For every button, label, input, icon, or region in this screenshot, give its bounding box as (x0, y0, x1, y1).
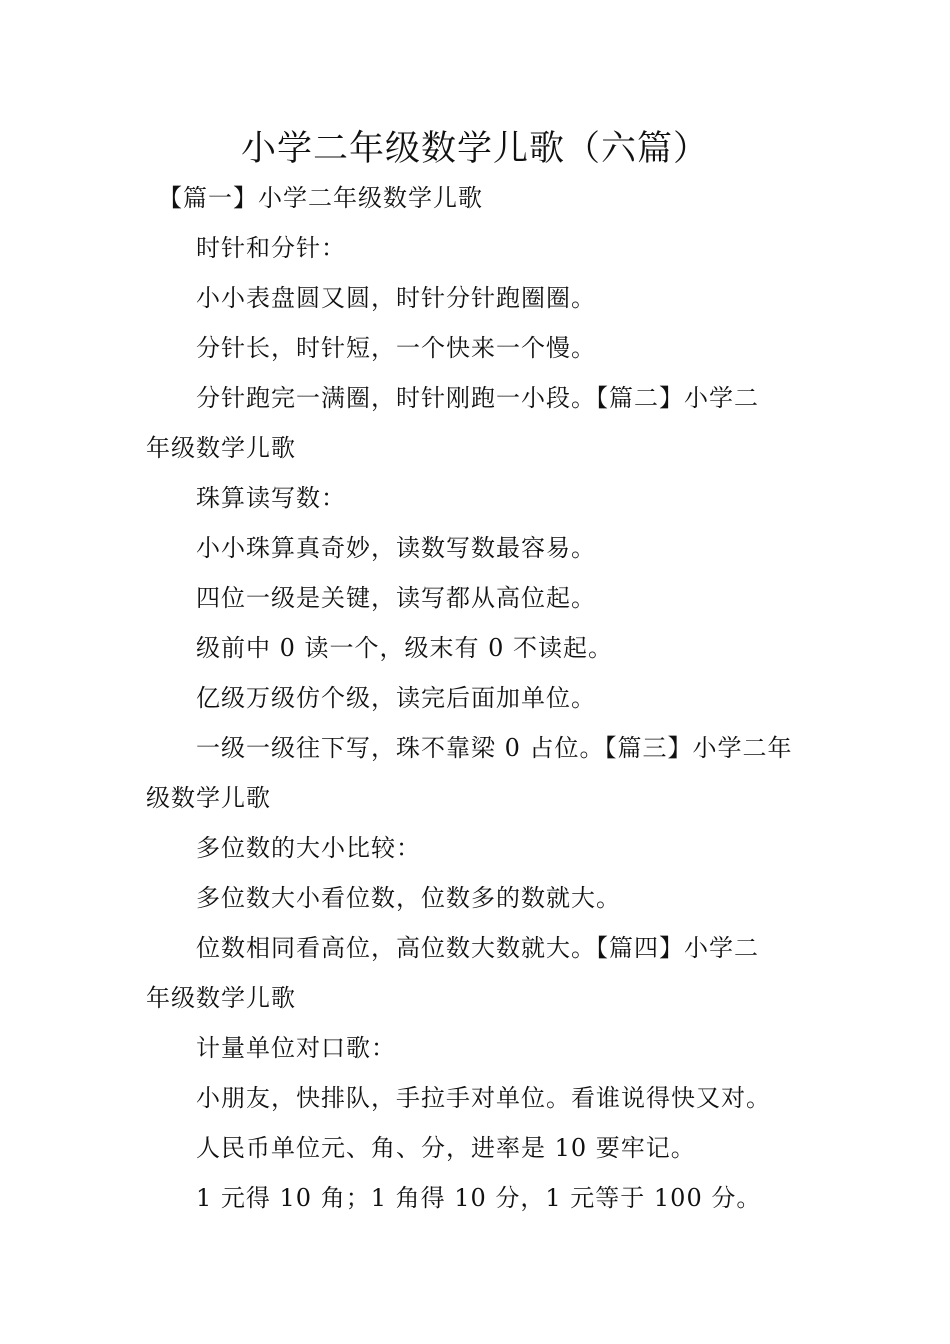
paragraph-line: 年级数学儿歌 (146, 434, 296, 462)
paragraph-line: 一级一级往下写，珠不靠梁 0 占位。【篇三】小学二年 (196, 734, 793, 762)
paragraph-line: 级数学儿歌 (146, 784, 271, 812)
paragraph-line: 1 元得 10 角；1 角得 10 分，1 元等于 100 分。 (196, 1184, 762, 1212)
paragraph-line: 分针跑完一满圈，时针刚跑一小段。【篇二】小学二 (196, 384, 759, 412)
paragraph-line: 级前中 0 读一个，级末有 0 不读起。 (196, 634, 614, 662)
paragraph-line: 人民币单位元、角、分，进率是 10 要牢记。 (196, 1134, 696, 1162)
document-title: 小学二年级数学儿歌（六篇） (240, 129, 709, 169)
paragraph-line: 位数相同看高位，高位数大数就大。【篇四】小学二 (196, 934, 759, 962)
paragraph-line: 小小珠算真奇妙，读数写数最容易。 (196, 534, 596, 562)
paragraph-line: 四位一级是关键，读写都从高位起。 (196, 584, 596, 612)
paragraph-line: 亿级万级仿个级，读完后面加单位。 (196, 684, 596, 712)
paragraph-line: 小小表盘圆又圆，时针分针跑圈圈。 (196, 284, 596, 312)
paragraph-line: 计量单位对口歌： (196, 1034, 396, 1062)
paragraph-line: 多位数大小看位数，位数多的数就大。 (196, 884, 621, 912)
paragraph-line: 分针长，时针短，一个快来一个慢。 (196, 334, 596, 362)
paragraph-line: 多位数的大小比较： (196, 834, 421, 862)
section-heading: 【篇一】小学二年级数学儿歌 (158, 184, 483, 212)
paragraph-line: 年级数学儿歌 (146, 984, 296, 1012)
paragraph-line: 小朋友，快排队，手拉手对单位。看谁说得快又对。 (196, 1084, 771, 1112)
paragraph-line: 时针和分针： (196, 234, 346, 262)
paragraph-line: 珠算读写数： (196, 484, 346, 512)
